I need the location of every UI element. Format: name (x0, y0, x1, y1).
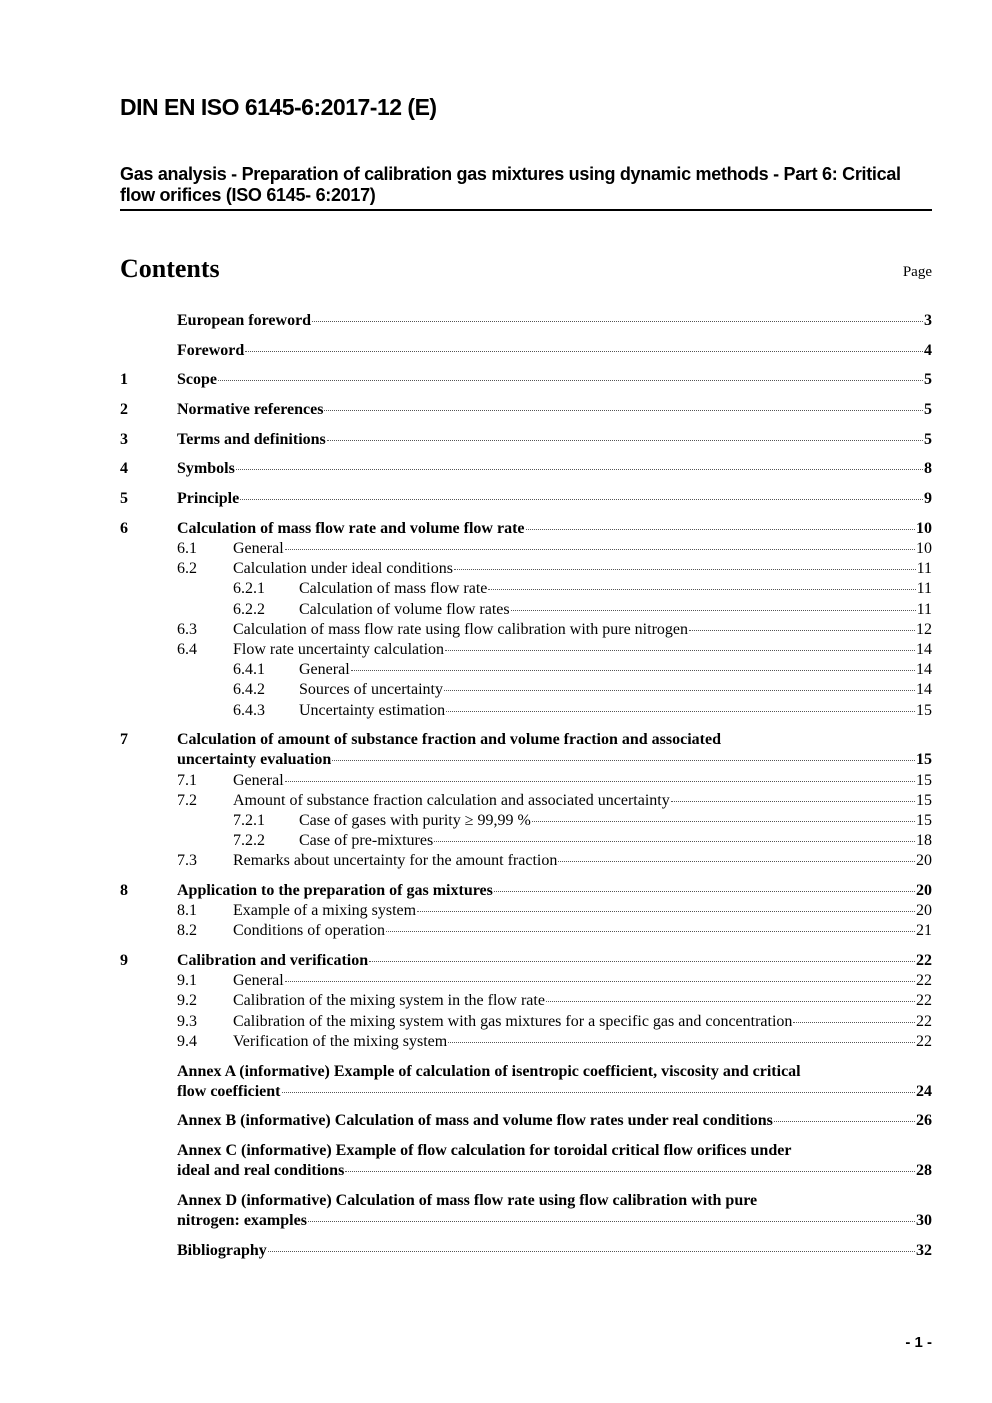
toc-leader (285, 781, 915, 782)
page-column-label: Page (902, 264, 932, 280)
toc-leader (689, 630, 915, 631)
toc-entry[interactable] (120, 489, 932, 509)
toc-entry-page: 9 (924, 490, 932, 508)
toc-leader (240, 499, 923, 500)
toc-entry-title: Normative references (177, 401, 324, 419)
toc-entry-number: 9.3 (177, 1012, 197, 1030)
toc-entry-number: 6.4.3 (233, 701, 265, 719)
toc-entry-title: Annex C (informative) Example of flow calculation for toroidal critical flow orifices under (177, 1142, 792, 1160)
toc-entry-page: 32 (916, 1241, 932, 1259)
toc-entry-page: 5 (924, 401, 932, 419)
toc-entry-title: Flow rate uncertainty calculation (233, 640, 445, 658)
toc-entry-number: 7.2 (177, 791, 197, 809)
toc-entry-title: Calculation of mass flow rate using flow calibration with pure nitrogen (233, 620, 688, 638)
toc-entry-title: Calculation of mass flow rate (299, 580, 488, 598)
toc-entry[interactable] (120, 1012, 932, 1032)
toc-entry-number: 7.3 (177, 852, 197, 870)
toc-entry-number: 6.2.1 (233, 580, 265, 598)
toc-entry-page: 22 (916, 1032, 932, 1050)
document-id: DIN EN ISO 6145-6:2017-12 (E) (120, 94, 437, 120)
toc-entry[interactable] (120, 430, 932, 450)
toc-leader (511, 610, 916, 611)
toc-entry-title: Calculation of mass flow rate and volume flow rate (177, 519, 525, 537)
toc-entry-page: 15 (916, 811, 932, 829)
toc-entry-title-line2: flow coefficient (177, 1082, 281, 1100)
toc-entry-number: 6.2 (177, 560, 197, 578)
toc-leader (445, 650, 915, 651)
toc-entry[interactable] (120, 881, 932, 901)
toc-entry-continuation[interactable] (120, 1211, 932, 1231)
toc-entry-title: Uncertainty estimation (299, 701, 446, 719)
toc-entry-number: 1 (120, 371, 128, 389)
toc-entry-title-line2: nitrogen: examples (177, 1212, 307, 1230)
toc-entry-number: 9.1 (177, 972, 197, 990)
toc-entry-page: 3 (924, 312, 932, 329)
toc-entry[interactable] (120, 341, 932, 361)
toc-leader (285, 981, 915, 982)
toc-entry-number: 7.1 (177, 771, 197, 789)
toc-leader (454, 569, 916, 570)
toc-entry-number: 6.3 (177, 620, 197, 638)
toc-leader (282, 1092, 915, 1093)
toc-entry-number: 7.2.2 (233, 832, 265, 850)
toc-leader (448, 1042, 915, 1043)
toc-entry-page: 14 (916, 640, 932, 658)
toc-entry[interactable] (120, 971, 932, 991)
toc-entry-page: 15 (916, 701, 932, 719)
document-subtitle: Gas analysis - Preparation of calibration gas mixtures using dynamic methods - Part 6: Critical flow orifices (ISO 6145- 6:2017) (120, 164, 932, 211)
toc-entry-number: 3 (120, 430, 128, 448)
toc-leader (268, 1251, 915, 1252)
toc-entry[interactable] (120, 311, 932, 331)
toc-leader (327, 440, 923, 441)
toc-entry-page: 14 (916, 661, 932, 679)
toc-entry-title: Annex A (informative) Example of calculation of isentropic coefficient, viscosity and critical (177, 1062, 801, 1080)
toc-entry[interactable] (120, 901, 932, 921)
toc-leader (324, 410, 923, 411)
toc-entry[interactable] (120, 400, 932, 420)
toc-entry-title: Calibration and verification (177, 952, 369, 970)
toc-entry[interactable] (120, 660, 932, 680)
toc-entry-title: Amount of substance fraction calculation and associated uncertainty (233, 791, 670, 809)
toc-leader (558, 861, 915, 862)
toc-leader (671, 801, 915, 802)
toc-entry-number: 8.1 (177, 902, 197, 920)
toc-entry-page: 22 (916, 952, 932, 970)
toc-entry[interactable] (120, 1062, 932, 1082)
toc-entry-title: Scope (177, 371, 217, 389)
toc-entry[interactable] (120, 559, 932, 579)
toc-entry[interactable] (120, 1141, 932, 1161)
toc-entry[interactable] (120, 791, 932, 811)
toc-entry[interactable] (120, 680, 932, 700)
toc-entry-page: 20 (916, 882, 932, 899)
toc-entry[interactable] (120, 620, 932, 640)
toc-leader (532, 821, 915, 822)
toc-leader (245, 351, 923, 352)
toc-entry[interactable] (120, 370, 932, 390)
toc-entry[interactable] (120, 771, 932, 791)
toc-leader (774, 1121, 915, 1122)
toc-entry-title: Example of a mixing system (233, 902, 417, 920)
toc-entry-title: Principle (177, 490, 240, 508)
toc-entry-page: 26 (916, 1112, 932, 1130)
toc-entry-page: 11 (916, 580, 932, 598)
toc-entry-page: 8 (924, 460, 932, 478)
toc-entry-title: Calibration of the mixing system in the flow rate (233, 992, 545, 1010)
toc-entry-title: Annex B (informative) Calculation of mass and volume flow rates under real conditions (177, 1112, 773, 1130)
toc-entry-number: 6.4 (177, 640, 197, 658)
toc-entry-page: 22 (916, 972, 932, 990)
toc-leader (369, 961, 915, 962)
toc-entry-title: Foreword (177, 341, 245, 359)
toc-entry-title: Case of gases with purity ≥ 99,99 % (299, 811, 531, 829)
toc-entry-page: 11 (916, 600, 932, 618)
toc-entry[interactable] (120, 831, 932, 851)
toc-leader (793, 1022, 915, 1023)
toc-entry-title: General (233, 972, 284, 990)
toc-entry[interactable] (120, 851, 932, 871)
toc-entry-page: 20 (916, 852, 932, 870)
toc-entry[interactable] (120, 640, 932, 660)
toc-entry-page: 20 (916, 902, 932, 920)
toc-leader (546, 1001, 915, 1002)
toc-leader (488, 589, 915, 590)
table-of-contents (120, 311, 932, 1261)
toc-entry-title: General (233, 540, 284, 557)
toc-entry-number: 8 (120, 882, 128, 899)
toc-entry-title: Sources of uncertainty (299, 681, 443, 699)
toc-entry[interactable] (120, 579, 932, 599)
toc-entry-page: 15 (916, 791, 932, 809)
toc-entry-page: 15 (916, 751, 932, 769)
toc-leader (526, 529, 915, 530)
toc-leader (446, 711, 915, 712)
toc-entry-title-line2: ideal and real conditions (177, 1162, 345, 1180)
toc-entry-page: 30 (916, 1212, 932, 1230)
toc-entry-title: European foreword (177, 312, 312, 329)
toc-entry-page: 15 (916, 771, 932, 789)
toc-leader (285, 549, 915, 550)
toc-entry[interactable] (120, 1241, 932, 1261)
toc-entry-title: Calibration of the mixing system with gas mixtures for a specific gas and concentration (233, 1012, 793, 1030)
toc-entry-number: 5 (120, 490, 128, 508)
toc-entry-title: Case of pre-mixtures (299, 832, 434, 850)
toc-entry[interactable] (120, 519, 932, 539)
toc-entry-page: 5 (924, 430, 932, 448)
contents-heading: Contents (120, 254, 220, 283)
toc-entry[interactable] (120, 811, 932, 831)
toc-leader (417, 911, 915, 912)
toc-entry-title: Remarks about uncertainty for the amount fraction (233, 852, 558, 870)
toc-leader (308, 1221, 915, 1222)
toc-entry-page: 10 (916, 519, 932, 537)
toc-entry[interactable] (120, 459, 932, 479)
toc-leader (386, 931, 915, 932)
toc-entry-page: 11 (916, 560, 932, 578)
toc-entry[interactable] (120, 1191, 932, 1211)
toc-entry-continuation[interactable] (120, 750, 932, 770)
toc-entry-page: 12 (916, 620, 932, 638)
toc-entry[interactable] (120, 539, 932, 559)
toc-entry-title: General (233, 771, 284, 789)
toc-entry-title: Verification of the mixing system (233, 1032, 448, 1050)
toc-leader (312, 321, 923, 322)
toc-entry-title: General (299, 661, 350, 679)
toc-entry-number: 4 (120, 460, 128, 478)
toc-entry[interactable] (120, 1032, 932, 1052)
toc-entry-number: 9.2 (177, 992, 197, 1010)
toc-entry-title: Calculation under ideal conditions (233, 560, 453, 578)
toc-entry-title: Annex D (informative) Calculation of mass flow rate using flow calibration with pure (177, 1191, 758, 1209)
toc-leader (351, 670, 915, 671)
toc-entry[interactable] (120, 951, 932, 971)
toc-entry-title-line2: uncertainty evaluation (177, 751, 332, 769)
toc-entry-number: 9.4 (177, 1032, 197, 1050)
toc-entry-number: 6.4.1 (233, 661, 265, 679)
toc-entry-number: 8.2 (177, 922, 197, 940)
toc-entry-number: 7 (120, 731, 128, 749)
toc-entry-number: 6.4.2 (233, 681, 265, 699)
toc-entry-number: 7.2.1 (233, 811, 265, 829)
toc-entry-page: 24 (916, 1082, 932, 1100)
toc-entry-title: Application to the preparation of gas mixtures (177, 882, 493, 899)
page-number: - 1 - (905, 1334, 932, 1351)
toc-entry-page: 28 (916, 1162, 932, 1180)
toc-entry-continuation[interactable] (120, 1082, 932, 1102)
toc-leader (444, 690, 915, 691)
toc-entry-continuation[interactable] (120, 1161, 932, 1181)
toc-entry-page: 21 (916, 922, 932, 940)
toc-entry-page: 10 (916, 540, 932, 557)
toc-entry-title: Calculation of amount of substance fraction and volume fraction and associated (177, 731, 722, 749)
toc-entry-number: 9 (120, 952, 128, 970)
toc-entry-page: 5 (924, 371, 932, 389)
toc-entry-number: 2 (120, 401, 128, 419)
toc-entry-page: 14 (916, 681, 932, 699)
toc-leader (218, 380, 923, 381)
toc-entry-number: 6.2.2 (233, 600, 265, 618)
toc-entry-title: Conditions of operation (233, 922, 385, 940)
toc-leader (345, 1171, 915, 1172)
toc-entry-title: Symbols (177, 460, 235, 478)
toc-entry-title: Bibliography (177, 1241, 267, 1259)
toc-entry-page: 4 (924, 341, 932, 359)
toc-entry[interactable] (120, 921, 932, 941)
toc-entry-number: 6 (120, 519, 128, 537)
toc-entry-title: Calculation of volume flow rates (299, 600, 510, 618)
toc-leader (434, 841, 915, 842)
toc-leader (332, 760, 915, 761)
toc-entry[interactable] (120, 730, 932, 750)
toc-leader (494, 891, 915, 892)
toc-entry-page: 22 (916, 1012, 932, 1030)
toc-leader (236, 469, 923, 470)
toc-entry-page: 22 (916, 992, 932, 1010)
toc-entry-page: 18 (916, 832, 932, 850)
toc-entry[interactable] (120, 600, 932, 620)
toc-entry-title: Terms and definitions (177, 430, 326, 448)
toc-entry[interactable] (120, 701, 932, 721)
toc-entry[interactable] (120, 1111, 932, 1131)
toc-entry[interactable] (120, 991, 932, 1011)
toc-entry-number: 6.1 (177, 540, 197, 557)
